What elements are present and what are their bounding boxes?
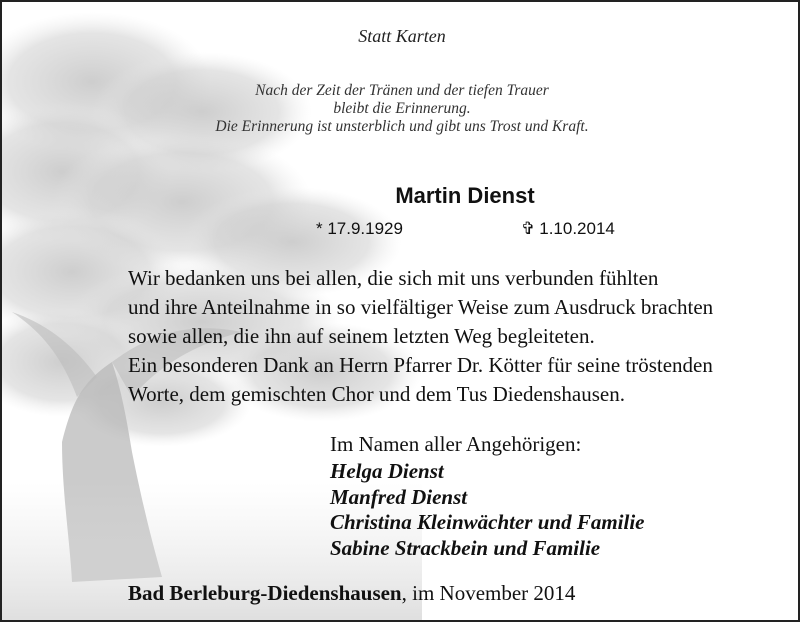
message-line: sowie allen, die ihn auf seinem letzten Weg begleiteten. bbox=[128, 324, 595, 348]
verse bbox=[2, 82, 800, 136]
footer-date: , im November 2014 bbox=[401, 581, 576, 605]
family-names bbox=[330, 459, 645, 561]
place-and-date bbox=[128, 581, 575, 606]
family-name: Sabine Strackbein und Familie bbox=[330, 535, 601, 560]
family-name: Helga Dienst bbox=[330, 459, 444, 483]
family-name: Christina Kleinwächter und Familie bbox=[330, 510, 645, 534]
death-date-group bbox=[521, 219, 615, 239]
message-line: und ihre Anteilnahme in so vielfältiger Weise zum Ausdruck brachten bbox=[128, 295, 714, 319]
header-title: Statt Karten bbox=[358, 26, 446, 46]
verse-line: Nach der Zeit der Tränen und der tiefen Trauer bbox=[255, 82, 549, 99]
signoff-intro: Im Namen aller Angehörigen: bbox=[330, 432, 582, 456]
verse-line: Die Erinnerung ist unsterblich und gibt uns Trost und Kraft. bbox=[215, 118, 589, 135]
death-date: 1.10.2014 bbox=[539, 219, 615, 238]
cross-icon: ✞ bbox=[521, 219, 536, 238]
deceased-name: Martin Dienst bbox=[395, 183, 535, 208]
message-line: Ein besonderen Dank an Herrn Pfarrer Dr. Kötter für seine tröstenden bbox=[128, 353, 713, 377]
obituary-content bbox=[2, 2, 800, 622]
family-name: Manfred Dienst bbox=[330, 484, 468, 509]
thank-you-message bbox=[128, 264, 713, 409]
place-name: Bad Berleburg-Diedenshausen bbox=[128, 581, 402, 605]
message-line: Wir bedanken uns bei allen, die sich mit uns verbunden fühlten bbox=[128, 266, 659, 290]
message-line: Worte, dem gemischten Chor und dem Tus Diedenshausen. bbox=[128, 382, 625, 406]
birth-date: * 17.9.1929 bbox=[316, 219, 403, 238]
verse-line: bleibt die Erinnerung. bbox=[333, 100, 471, 117]
